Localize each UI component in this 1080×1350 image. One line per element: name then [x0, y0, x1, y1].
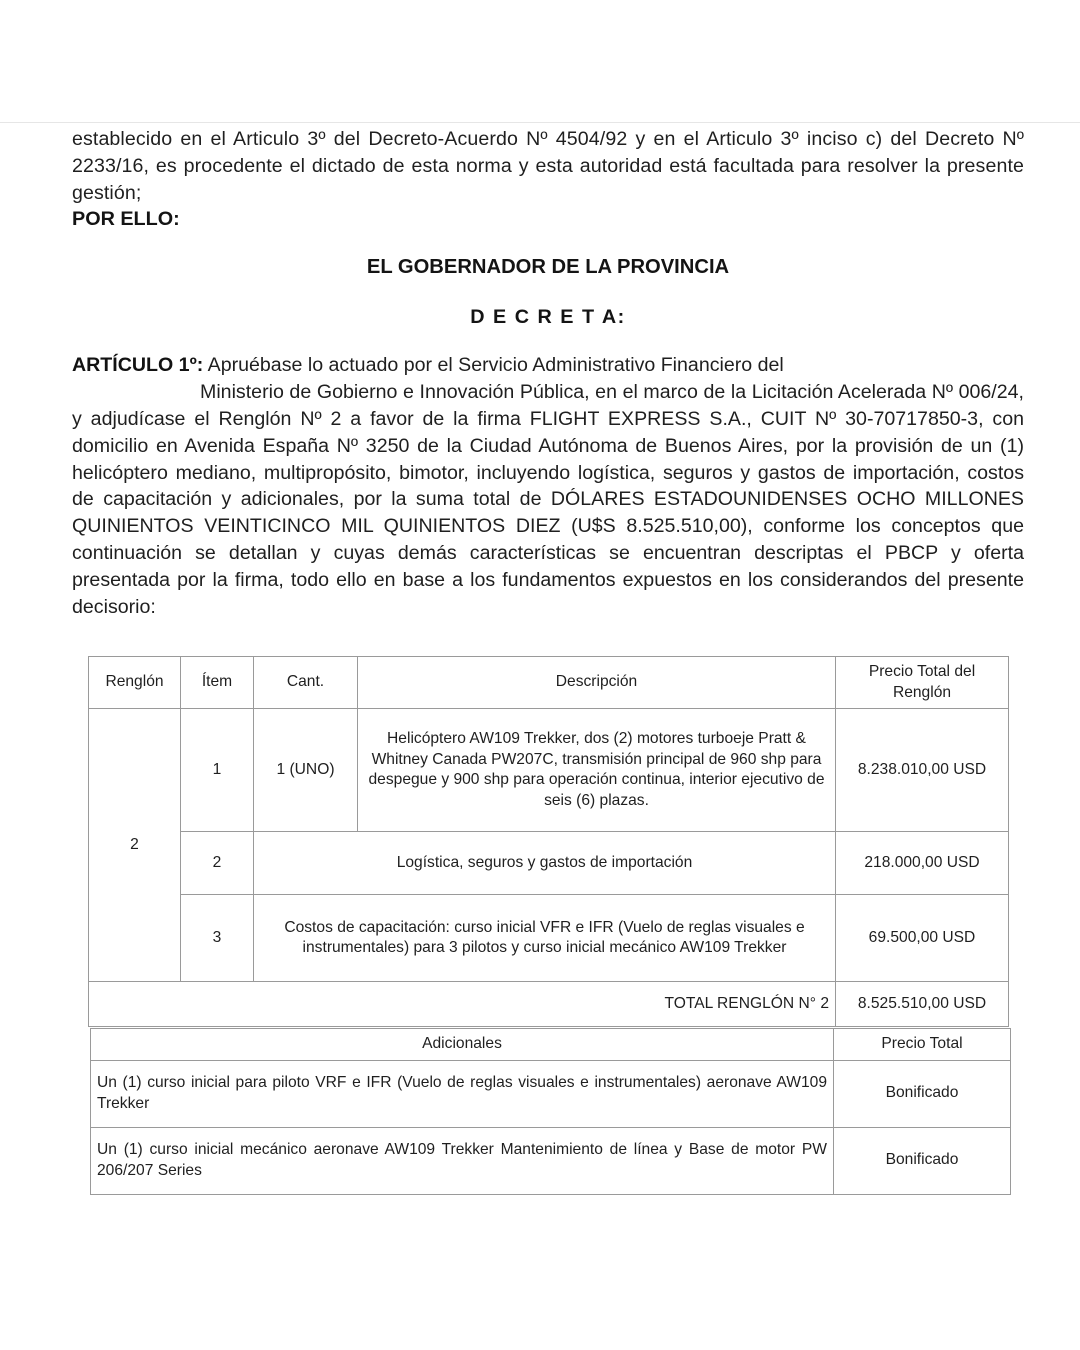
table-row — [89, 709, 1009, 832]
header-precio-total-renglon: Precio Total del Renglón — [836, 657, 1009, 709]
adicionales-table-container — [90, 1028, 1011, 1195]
articulo-1-body: Ministerio de Gobierno e Innovación Pública, en el marco de la Licitación Acelerada Nº 006/24, y adjudícase el Renglón Nº 2 a favor de la firma FLIGHT EXPRESS S.A., CUIT Nº 30-70717850-3, con domicilio en Avenida España Nº 3250 de la Ciudad Autónoma de Buenos Aires, por la provisión de un (1) helicóptero mediano, multipropósito, bimotor, incluyendo logística, seguros y gastos de importación, costos de capacitación y adicionales, por la suma total de DÓLARES ESTADOUNIDENSES OCHO MILLONES QUINIENTOS VEINTICINCO MIL QUINIENTOS DIEZ (U$S 8.525.510,00), conforme los conceptos que continuación se detallan y cuyas demás características se encuentran descriptas el PBCP y oferta presentada por la firma, todo ello en base a los fundamentos expuestos en los considerandos del presente decisorio: — [72, 381, 1024, 618]
cell-item-number: 1 — [181, 709, 254, 832]
decreta-heading: D E C R E T A: — [470, 306, 626, 329]
cell-renglon-number: 2 — [89, 709, 181, 982]
articulo-1-paragraph — [72, 352, 1024, 620]
header-precio-total: Precio Total — [834, 1029, 1011, 1061]
page-top-divider — [0, 122, 1080, 123]
header-item: Ítem — [181, 657, 254, 709]
total-renglon-label: TOTAL RENGLÓN N° 2 — [89, 982, 836, 1027]
cell-descripcion: Costos de capacitación: curso inicial VFR e IFR (Vuelo de reglas visuales e instrumentales) para 3 pilotos y curso inicial mecánico AW109 Trekker — [254, 895, 836, 982]
adicionales-header-row — [91, 1029, 1011, 1061]
main-table-container — [88, 656, 1009, 1027]
renglon-detail-table — [88, 656, 1009, 1027]
table-row — [89, 832, 1009, 895]
por-ello-heading: POR ELLO: — [72, 208, 180, 231]
cell-adicional-descripcion: Un (1) curso inicial para piloto VRF e IFR (Vuelo de reglas visuales e instrumentales) aeronave AW109 Trekker — [91, 1060, 834, 1127]
articulo-1-first-segment: Apruébase lo actuado por el Servicio Administrativo Financiero del — [207, 354, 784, 377]
header-cant: Cant. — [254, 657, 358, 709]
cell-precio: 8.238.010,00 USD — [836, 709, 1009, 832]
cell-descripcion: Logística, seguros y gastos de importación — [254, 832, 836, 895]
header-adicionales: Adicionales — [91, 1029, 834, 1061]
header-descripcion: Descripción — [358, 657, 836, 709]
cell-adicional-precio: Bonificado — [834, 1127, 1011, 1194]
header-renglon: Renglón — [89, 657, 181, 709]
total-renglon-value: 8.525.510,00 USD — [836, 982, 1009, 1027]
cell-item-number: 3 — [181, 895, 254, 982]
adicionales-table — [90, 1028, 1011, 1195]
table-row — [91, 1127, 1011, 1194]
cell-cantidad: 1 (UNO) — [254, 709, 358, 832]
intro-paragraph: establecido en el Articulo 3º del Decreto-Acuerdo Nº 4504/92 y en el Articulo 3º inciso c) del Decreto Nº 2233/16, es procedente el dictado de esta norma y esta autoridad está facultada para resolver la presente gestión; — [72, 128, 1024, 204]
cell-descripcion: Helicóptero AW109 Trekker, dos (2) motores turboeje Pratt & Whitney Canada PW207C, transmisión principal de 960 shp para despegue y 900 shp para operación continua, interior ejecutivo de seis (6) plazas. — [358, 709, 836, 832]
table-row — [89, 895, 1009, 982]
document-content — [72, 126, 1024, 634]
articulo-1-label: ARTÍCULO 1º: — [72, 354, 204, 377]
cell-item-number: 2 — [181, 832, 254, 895]
cell-precio: 69.500,00 USD — [836, 895, 1009, 982]
gobernador-heading: EL GOBERNADOR DE LA PROVINCIA — [366, 256, 730, 279]
table-row — [91, 1060, 1011, 1127]
table-header-row — [89, 657, 1009, 709]
cell-adicional-precio: Bonificado — [834, 1060, 1011, 1127]
cell-adicional-descripcion: Un (1) curso inicial mecánico aeronave AW109 Trekker Mantenimiento de línea y Base de motor PW 206/207 Series — [91, 1127, 834, 1194]
table-total-row — [89, 982, 1009, 1027]
cell-precio: 218.000,00 USD — [836, 832, 1009, 895]
